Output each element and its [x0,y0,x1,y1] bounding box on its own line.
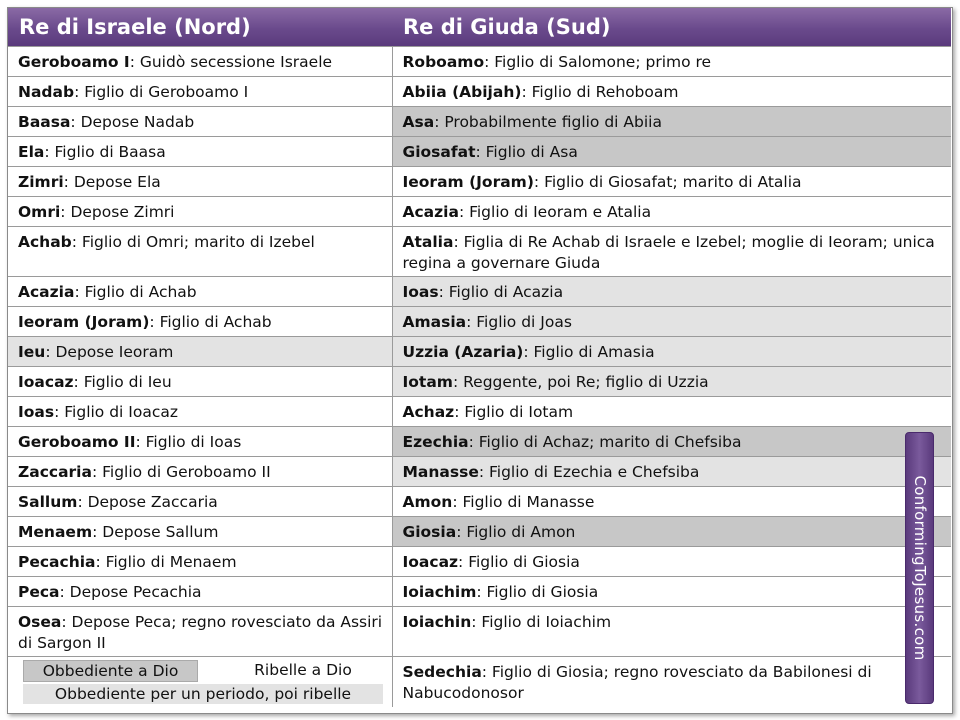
king-desc: : Figlio di Acazia [438,283,564,301]
north-king-cell [8,607,392,657]
king-name: Asa [402,113,435,131]
king-desc: : Figlio di Giosafat; marito di Atalia [533,173,802,191]
king-name: Geroboamo I [18,53,130,71]
king-name: Achab [18,233,72,251]
king-name: Menaem [18,523,93,541]
king-desc: : Figlio di Salomone; primo re [484,53,712,71]
king-desc: : Figlio di Ioiachim [471,613,612,631]
king-row [8,277,951,307]
king-name: Osea [18,613,62,631]
king-row [8,577,951,607]
king-name: Atalia [402,233,454,251]
king-name: Ioas [18,403,55,421]
king-name: Roboamo [402,53,485,71]
king-name: Ioacaz [18,373,74,391]
north-king-cell [8,137,392,167]
king-name: Baasa [18,113,71,131]
king-row [8,47,951,77]
king-row [8,427,951,457]
king-name: Ioas [402,283,439,301]
king-name: Ieoram (Joram) [18,313,150,331]
king-desc: : Figlio di Iotam [454,403,574,421]
king-name: Ioiachim [402,583,477,601]
king-name: Geroboamo II [18,433,136,451]
legend-cell [8,657,392,708]
king-name: Nadab [18,83,75,101]
south-king-cell [392,517,951,547]
king-row [8,227,951,277]
king-name: Amasia [402,313,467,331]
north-king-cell [8,47,392,77]
king-row [8,137,951,167]
king-name: Ioacaz [402,553,459,571]
king-row [8,337,951,367]
king-name: Ela [18,143,45,161]
king-desc: : Figlio di Achab [149,313,272,331]
king-name: Ieu [18,343,46,361]
south-king-cell [392,457,951,487]
king-desc: : Depose Pecachia [59,583,202,601]
king-name: Iotam [402,373,453,391]
king-row [8,167,951,197]
north-king-cell [8,227,392,277]
south-king-cell [392,77,951,107]
north-king-cell [8,197,392,227]
king-name: Giosafat [402,143,476,161]
king-row [8,197,951,227]
south-king-cell [392,487,951,517]
king-name: Manasse [402,463,479,481]
king-desc: : Depose Ela [63,173,161,191]
king-desc: : Figlio di Amon [456,523,576,541]
north-king-cell [8,77,392,107]
king-desc: : Figlio di Giosia [458,553,580,571]
king-name: Giosia [402,523,457,541]
north-king-cell [8,337,392,367]
kings-chart-frame [7,7,953,714]
king-row [8,487,951,517]
king-name: Acazia [402,203,459,221]
king-desc: : Figlio di Ioas [135,433,242,451]
king-desc: : Figlio di Achab [74,283,197,301]
legend-rebel: Ribelle a Dio [230,660,376,680]
king-desc: : Depose Zimri [60,203,175,221]
king-desc: : Figlio di Omri; marito di Izebel [71,233,315,251]
north-king-cell [8,107,392,137]
north-king-cell [8,547,392,577]
south-king-cell [392,307,951,337]
south-king-cell [392,137,951,167]
king-desc: : Guidò secessione Israele [129,53,333,71]
king-name: Ezechia [402,433,469,451]
king-desc: : Figlia di Re Achab di Israele e Izebel; moglie di Ieoram; unica regina a governare Giuda [402,233,935,272]
king-name: Amon [402,493,453,511]
legend [8,657,392,707]
north-king-cell [8,167,392,197]
north-king-cell [8,397,392,427]
south-king-cell [392,577,951,607]
south-king-cell [392,197,951,227]
king-name: Peca [18,583,60,601]
king-desc: : Figlio di Giosia [476,583,599,601]
king-row [8,517,951,547]
king-desc: : Depose Zaccaria [77,493,218,511]
king-name: Ioiachin [402,613,472,631]
north-king-cell [8,487,392,517]
king-row [8,397,951,427]
king-row [8,457,951,487]
legend-obedient: Obbediente a Dio [23,660,198,682]
south-king-cell [392,367,951,397]
king-desc: : Probabilmente figlio di Abiia [434,113,662,131]
south-king-sedechia [392,657,951,708]
south-king-cell [392,277,951,307]
south-king-cell [392,227,951,277]
south-king-cell [392,337,951,367]
south-king-cell [392,547,951,577]
king-name: Sedechia [402,663,482,681]
north-king-cell [8,277,392,307]
king-row [8,77,951,107]
header-row [8,8,951,47]
legend-partial: Obbediente per un periodo, poi ribelle [23,684,383,704]
king-name: Omri [18,203,61,221]
king-desc: : Figlio di Menaem [95,553,237,571]
king-row [8,607,951,657]
king-desc: : Depose Sallum [92,523,219,541]
king-desc: : Figlio di Rehoboam [521,83,679,101]
south-king-cell [392,607,951,657]
king-desc: : Figlio di Joas [466,313,572,331]
king-name: Sallum [18,493,78,511]
king-desc: : Figlio di Giosia; regno rovesciato da Babilonesi di Nabucodonosor [402,663,872,702]
king-desc: : Figlio di Ieu [73,373,172,391]
north-king-cell [8,367,392,397]
king-desc: : Figlio di Asa [475,143,578,161]
king-row [8,547,951,577]
north-king-cell [8,427,392,457]
king-name: Pecachia [18,553,96,571]
king-desc: : Figlio di Geroboamo II [91,463,271,481]
king-row [8,307,951,337]
south-king-cell [392,397,951,427]
king-desc: : Figlio di Ieoram e Atalia [458,203,652,221]
brand-vertical-tab [905,432,934,704]
north-king-cell [8,307,392,337]
south-king-cell [392,47,951,77]
king-desc: : Depose Peca; regno rovesciato da Assiri di Sargon II [18,613,383,652]
king-desc: : Figlio di Manasse [452,493,595,511]
king-desc: : Depose Ieoram [45,343,174,361]
brand-label: ConformingToJesus.com [910,475,929,661]
south-king-cell [392,107,951,137]
south-king-cell [392,167,951,197]
king-name: Achaz [402,403,455,421]
north-king-cell [8,457,392,487]
king-name: Zaccaria [18,463,92,481]
king-name: Uzzia (Azaria) [402,343,524,361]
king-desc: : Figlio di Ioacaz [54,403,178,421]
king-desc: : Figlio di Geroboamo I [74,83,249,101]
king-name: Acazia [18,283,75,301]
south-header: Re di Giuda (Sud) [392,8,951,47]
king-desc: : Figlio di Ezechia e Chefsiba [478,463,700,481]
north-header: Re di Israele (Nord) [8,8,392,47]
last-row [8,657,951,708]
king-row [8,107,951,137]
north-king-cell [8,517,392,547]
king-name: Abiia (Abijah) [402,83,522,101]
king-desc: : Depose Nadab [70,113,195,131]
king-desc: : Figlio di Achaz; marito di Chefsiba [468,433,742,451]
south-king-cell [392,427,951,457]
king-name: Zimri [18,173,64,191]
king-desc: : Figlio di Amasia [523,343,655,361]
kings-table [8,8,951,707]
king-desc: : Reggente, poi Re; figlio di Uzzia [452,373,709,391]
north-king-cell [8,577,392,607]
king-name: Ieoram (Joram) [402,173,534,191]
king-row [8,367,951,397]
king-desc: : Figlio di Baasa [44,143,166,161]
